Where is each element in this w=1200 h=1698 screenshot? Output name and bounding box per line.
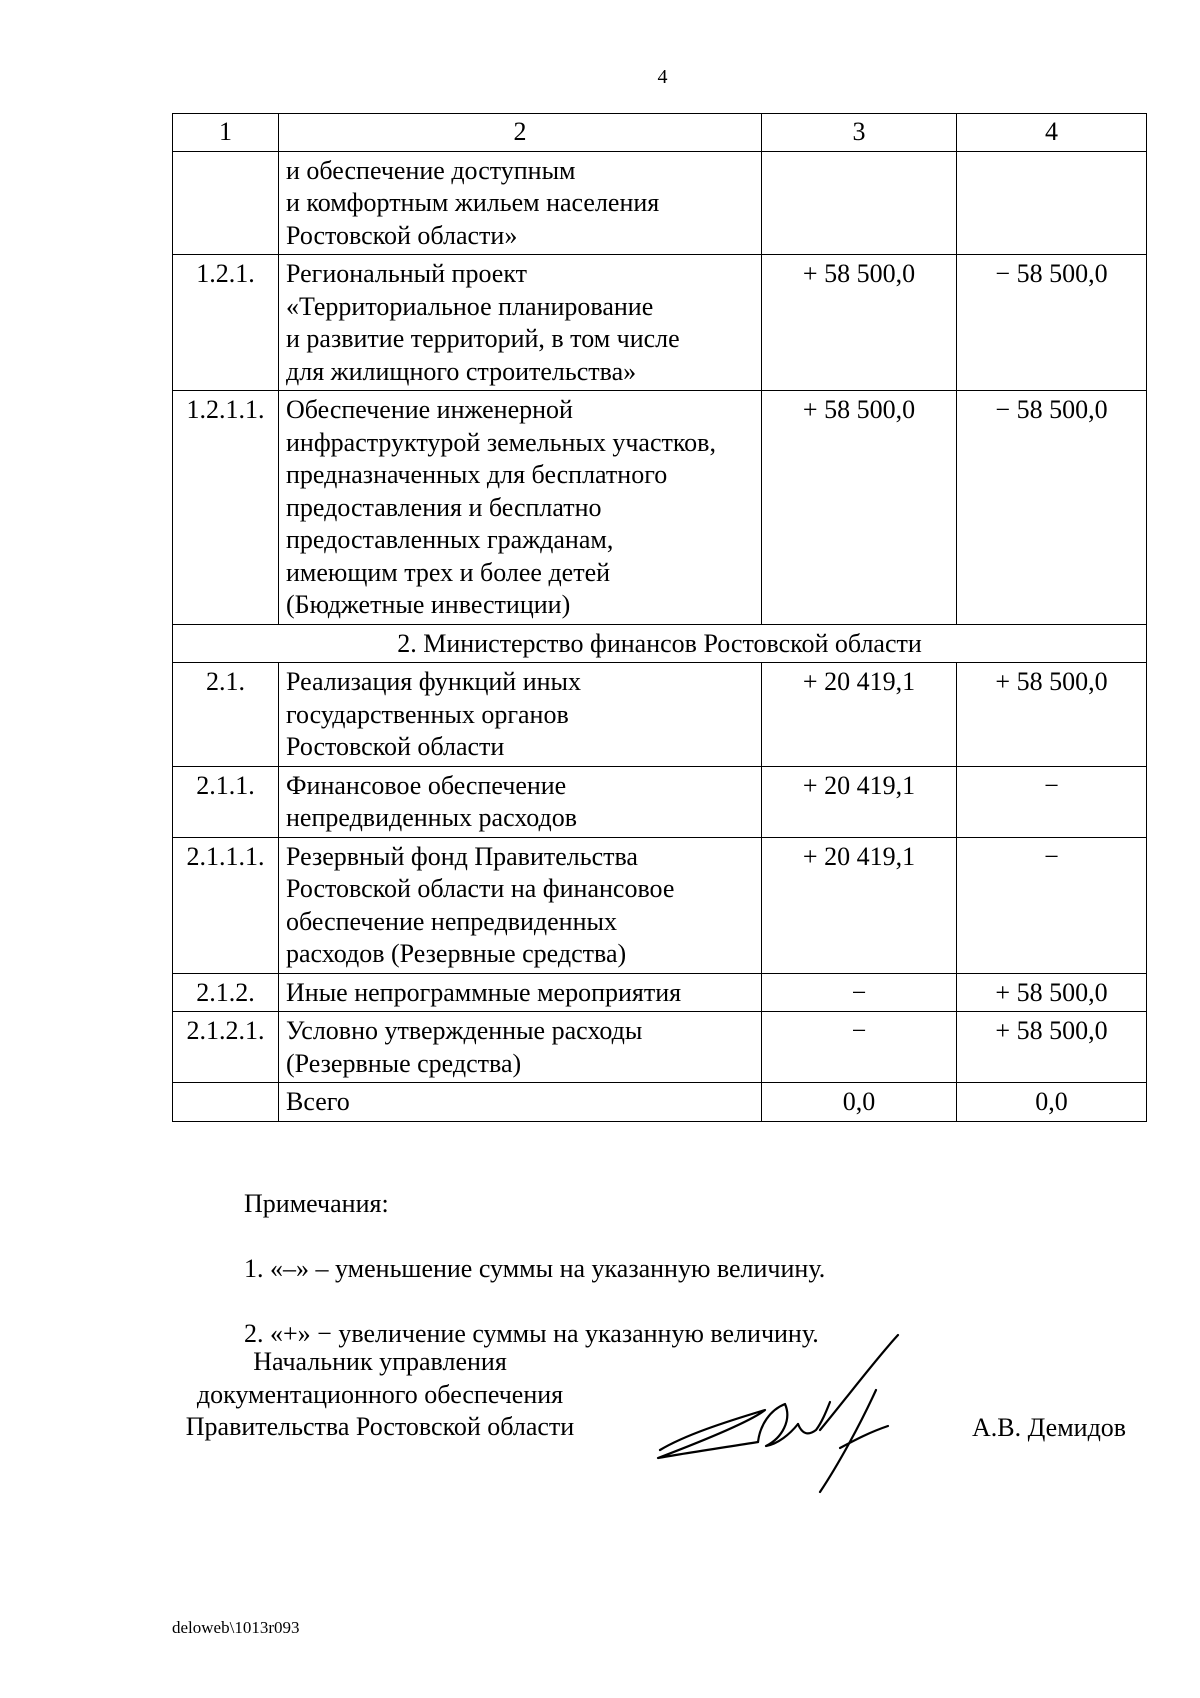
row-description: Реализация функций иных государственных органов Ростовской области — [279, 663, 762, 767]
table-row — [173, 663, 1147, 767]
section-row — [173, 624, 1147, 663]
row-description: Резервный фонд Правительства Ростовской области на финансовое обеспечение непредвиденных расходов (Резервные средства) — [279, 837, 762, 973]
table-row — [173, 151, 1147, 255]
row-value-col4: + 58 500,0 — [957, 663, 1147, 767]
page-number: 4 — [657, 66, 668, 88]
row-code: 1.2.1. — [173, 255, 279, 391]
row-value-col4: − 58 500,0 — [957, 391, 1147, 625]
budget-table — [172, 113, 1147, 1122]
row-value-col4: + 58 500,0 — [957, 1012, 1147, 1083]
note-item: 1. «–» – уменьшение суммы на указанную величину. — [244, 1253, 826, 1283]
row-code: 2.1.2. — [173, 973, 279, 1012]
notes-heading: Примечания: — [244, 1188, 389, 1218]
row-value-col3: + 20 419,1 — [762, 766, 957, 837]
row-description: Региональный проект «Территориальное планирование и развитие территорий, в том числе для жилищного строительства» — [279, 255, 762, 391]
row-value-col4: − — [957, 837, 1147, 973]
row-code: 2.1.1.1. — [173, 837, 279, 973]
row-description: и обеспечение доступным и комфортным жильем населения Ростовской области» — [279, 151, 762, 255]
header-cell-3: 3 — [762, 114, 957, 152]
row-code: 1.2.1.1. — [173, 391, 279, 625]
row-description: Финансовое обеспечение непредвиденных расходов — [279, 766, 762, 837]
table-row — [173, 391, 1147, 625]
table-row — [173, 973, 1147, 1012]
signer-name: А.В. Демидов — [972, 1413, 1127, 1442]
table-row — [173, 255, 1147, 391]
row-description: Обеспечение инженерной инфраструктурой земельных участков, предназначенных для бесплатного предоставления и бесплатно предоставленных гражданам, имеющим трех и более детей (Бюджетные инвестиции) — [279, 391, 762, 625]
row-description: Иные непрограммные мероприятия — [279, 973, 762, 1012]
row-description: Условно утвержденные расходы (Резервные средства) — [279, 1012, 762, 1083]
table-row — [173, 1012, 1147, 1083]
table-header-row — [173, 114, 1147, 152]
total-value-col4: 0,0 — [957, 1083, 1147, 1122]
row-value-col4: + 58 500,0 — [957, 973, 1147, 1012]
row-value-col4: − — [957, 766, 1147, 837]
table-row — [173, 837, 1147, 973]
total-code — [173, 1083, 279, 1122]
row-code: 2.1.2.1. — [173, 1012, 279, 1083]
total-label: Всего — [279, 1083, 762, 1122]
row-value-col3: + 58 500,0 — [762, 391, 957, 625]
row-code: 2.1.1. — [173, 766, 279, 837]
header-cell-4: 4 — [957, 114, 1147, 152]
section-title: 2. Министерство финансов Ростовской области — [173, 624, 1147, 663]
row-value-col3 — [762, 151, 957, 255]
table-row — [173, 766, 1147, 837]
row-code: 2.1. — [173, 663, 279, 767]
row-value-col3: − — [762, 1012, 957, 1083]
signer-title: Начальник управления документационного обеспечения Правительства Ростовской области — [185, 1347, 575, 1441]
total-row — [173, 1083, 1147, 1122]
row-value-col3: + 20 419,1 — [762, 837, 957, 973]
header-cell-1: 1 — [173, 114, 279, 152]
note-item: 2. «+» − увеличение суммы на указанную величину. — [244, 1318, 819, 1348]
row-value-col3: − — [762, 973, 957, 1012]
row-value-col3: + 58 500,0 — [762, 255, 957, 391]
row-value-col4: − 58 500,0 — [957, 255, 1147, 391]
header-cell-2: 2 — [279, 114, 762, 152]
row-value-col3: + 20 419,1 — [762, 663, 957, 767]
handwritten-signature-icon — [640, 1330, 940, 1500]
row-code — [173, 151, 279, 255]
row-value-col4 — [957, 151, 1147, 255]
document-id: deloweb\1013r093 — [172, 1618, 300, 1637]
total-value-col3: 0,0 — [762, 1083, 957, 1122]
